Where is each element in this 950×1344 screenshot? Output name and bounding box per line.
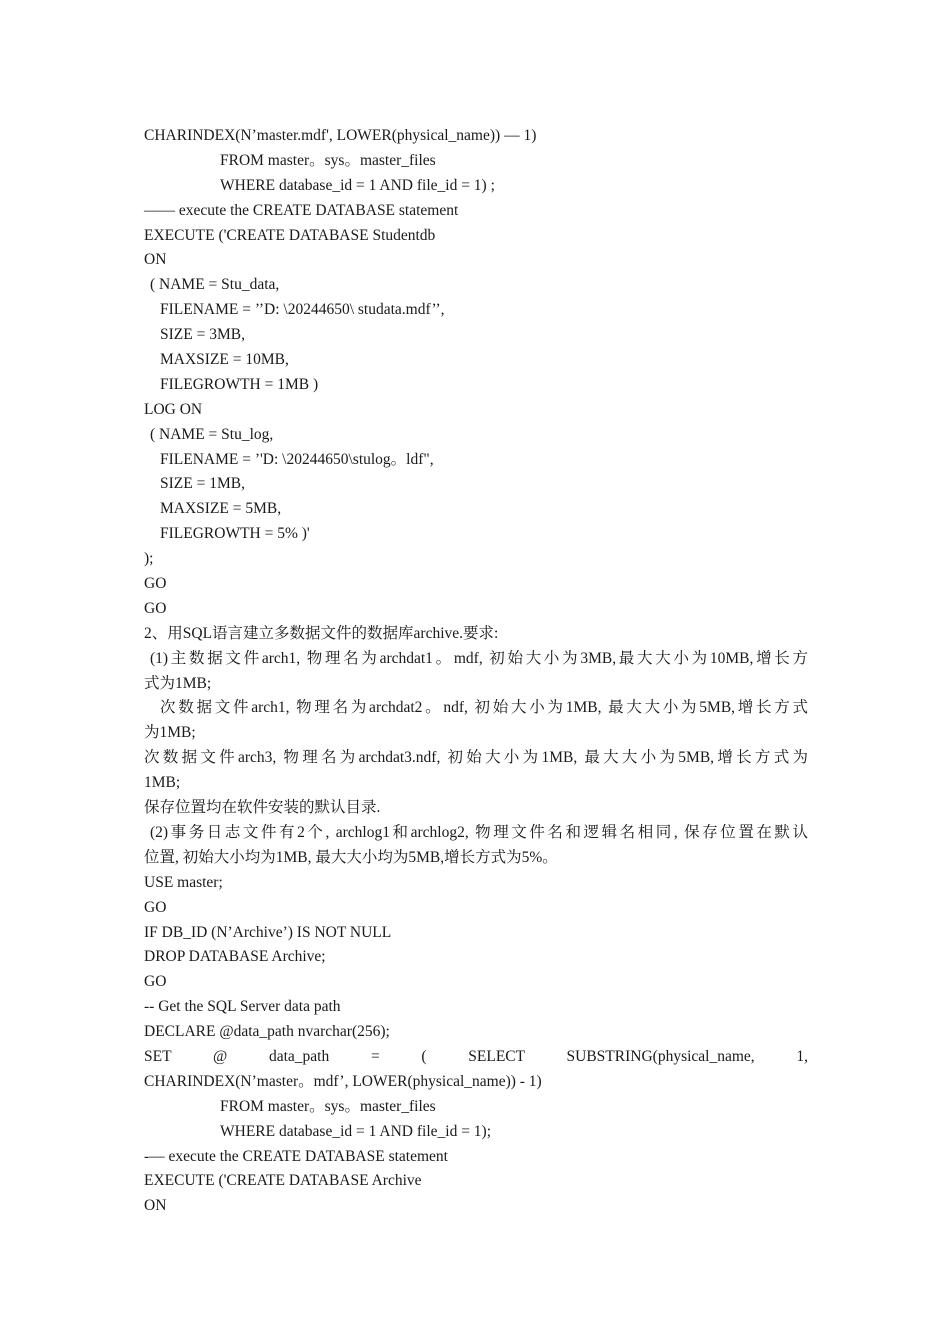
text-line: );	[144, 550, 154, 568]
text-line: WHERE database_id = 1 AND file_id = 1);	[220, 1122, 492, 1140]
document-page	[144, 124, 808, 1219]
text-line: EXECUTE ('CREATE DATABASE Studentdb	[144, 226, 436, 244]
text-line: ON	[144, 1197, 167, 1215]
text-line: 式为1MB;	[144, 674, 212, 692]
text-line: 1MB;	[144, 774, 181, 792]
text-line: WHERE database_id = 1 AND file_id = 1) ;	[220, 176, 495, 194]
text-line: 次数据文件arch3, 物理名为archdat3.ndf, 初始大小为1MB, 最大大小为5MB,增长方式为	[144, 749, 808, 767]
text-line: CHARINDEX(N’master。mdf’, LOWER(physical_name)) - 1)	[144, 1072, 542, 1090]
text-line: SIZE = 3MB,	[160, 326, 245, 344]
text-line: DECLARE @data_path nvarchar(256);	[144, 1023, 390, 1041]
text-line: —— execute the CREATE DATABASE statement	[144, 201, 459, 219]
text-line: 位置, 初始大小均为1MB, 最大大小均为5MB,增长方式为5%。	[144, 848, 558, 866]
text-line: DROP DATABASE Archive;	[144, 948, 326, 966]
text-line: GO	[144, 575, 167, 593]
text-line: 保存位置均在软件安装的默认目录.	[144, 799, 381, 817]
text-line: FILENAME = ’'D: \20244650\stulog。ldf",	[160, 450, 434, 468]
text-line: 2、用SQL语言建立多数据文件的数据库archive.要求:	[144, 624, 499, 642]
text-line: -- Get the SQL Server data path	[144, 998, 341, 1016]
text-line: FILEGROWTH = 1MB )	[160, 375, 319, 393]
text-line: USE master;	[144, 873, 223, 891]
text-line: FROM master。sys。master_files	[220, 1097, 436, 1115]
text-line: ( NAME = Stu_data,	[150, 276, 280, 294]
text-line: (2)事务日志文件有2个, archlog1和archlog2, 物理文件名和逻辑名相同, 保存位置在默认	[150, 823, 808, 841]
text-line: GO	[144, 599, 167, 617]
text-line: ON	[144, 251, 167, 269]
text-line: FROM master。sys。master_files	[220, 151, 436, 169]
text-line: (1)主数据文件arch1, 物理名为archdat1。mdf, 初始大小为3MB,最大大小为10MB,增长方	[150, 649, 808, 667]
text-line: -— execute the CREATE DATABASE statement	[144, 1147, 448, 1165]
text-line: 次数据文件arch1, 物理名为archdat2。ndf, 初始大小为1MB, 最大大小为5MB,增长方式	[160, 699, 808, 717]
text-line: GO	[144, 973, 167, 991]
text-line: IF DB_ID (N’Archive’) IS NOT NULL	[144, 923, 392, 941]
text-line: SIZE = 1MB,	[160, 475, 245, 493]
text-line: 为1MB;	[144, 724, 196, 742]
text-line: MAXSIZE = 5MB,	[160, 500, 282, 518]
text-line: GO	[144, 898, 167, 916]
text-line: FILEGROWTH = 5% )'	[160, 525, 310, 543]
text-line: EXECUTE ('CREATE DATABASE Archive	[144, 1172, 422, 1190]
text-line: CHARINDEX(N’master.mdf', LOWER(physical_name)) — 1)	[144, 127, 537, 144]
text-line: FILENAME = ’’D: \20244650\ studata.mdf’’,	[160, 301, 445, 319]
text-line: SET @ data_path = ( SELECT SUBSTRING(physical_name, 1,	[144, 1047, 808, 1065]
text-line: MAXSIZE = 10MB,	[160, 351, 289, 369]
text-line: ( NAME = Stu_log,	[150, 425, 274, 443]
text-line: LOG ON	[144, 400, 203, 418]
